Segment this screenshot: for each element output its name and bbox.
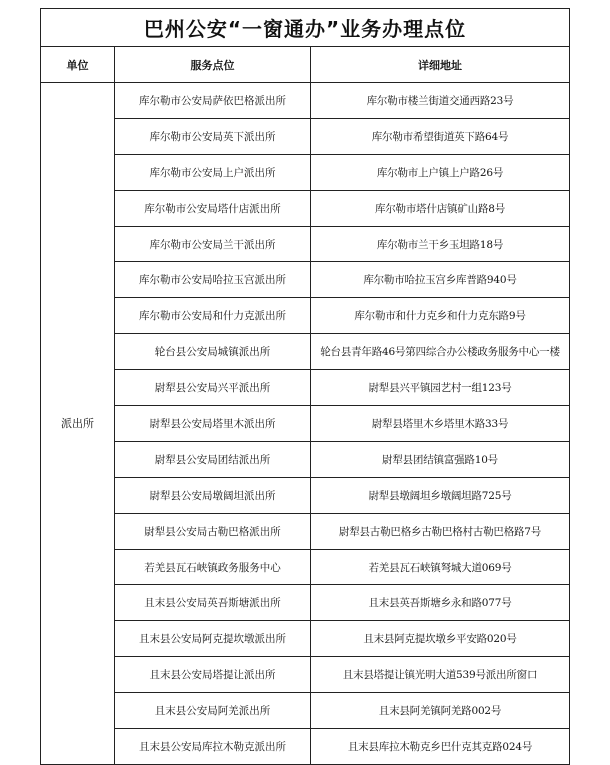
- table-row: [41, 154, 570, 190]
- address-cell: 若羌县瓦石峡镇弩城大道069号: [311, 549, 570, 585]
- address-cell: 轮台县青年路46号第四综合办公楼政务服务中心一楼: [311, 334, 570, 370]
- service-point-cell: 且末县公安局阿克提坎墩派出所: [115, 621, 311, 657]
- table-row: [41, 118, 570, 154]
- address-cell: 尉犁县古勒巴格乡古勒巴格村古勒巴格路7号: [311, 513, 570, 549]
- service-point-cell: 且末县公安局塔提让派出所: [115, 657, 311, 693]
- header-address: 详细地址: [311, 47, 570, 83]
- table-row: [41, 549, 570, 585]
- table-row: [41, 513, 570, 549]
- address-cell: 库尔勒市兰干乡玉坦路18号: [311, 226, 570, 262]
- address-cell: 且末县塔提让镇光明大道539号派出所窗口: [311, 657, 570, 693]
- table-row: [41, 298, 570, 334]
- table-row: [41, 334, 570, 370]
- table-row: [41, 585, 570, 621]
- service-point-cell: 尉犁县公安局墩阔坦派出所: [115, 477, 311, 513]
- address-cell: 且末县英吾斯塘乡永和路077号: [311, 585, 570, 621]
- address-cell: 库尔勒市希望街道英下路64号: [311, 118, 570, 154]
- service-point-cell: 若羌县瓦石峡镇政务服务中心: [115, 549, 311, 585]
- service-point-cell: 库尔勒市公安局萨依巴格派出所: [115, 83, 311, 119]
- table-row: [41, 657, 570, 693]
- address-cell: 库尔勒市上户镇上户路26号: [311, 154, 570, 190]
- address-cell: 尉犁县塔里木乡塔里木路33号: [311, 406, 570, 442]
- service-point-cell: 且末县公安局阿羌派出所: [115, 693, 311, 729]
- header-unit: 单位: [41, 47, 115, 83]
- service-point-cell: 尉犁县公安局塔里木派出所: [115, 406, 311, 442]
- service-point-cell: 库尔勒市公安局兰干派出所: [115, 226, 311, 262]
- service-point-cell: 尉犁县公安局古勒巴格派出所: [115, 513, 311, 549]
- address-cell: 库尔勒市楼兰街道交通西路23号: [311, 83, 570, 119]
- table-row: [41, 693, 570, 729]
- table-row: [41, 226, 570, 262]
- service-point-cell: 尉犁县公安局兴平派出所: [115, 370, 311, 406]
- address-cell: 且末县阿克提坎墩乡平安路020号: [311, 621, 570, 657]
- table-row: [41, 370, 570, 406]
- address-cell: 且末县库拉木勒克乡巴什克其克路024号: [311, 729, 570, 765]
- table-row: [41, 477, 570, 513]
- address-cell: 且末县阿羌镇阿羌路002号: [311, 693, 570, 729]
- table-row: [41, 441, 570, 477]
- address-cell: 尉犁县墩阔坦乡墩阔坦路725号: [311, 477, 570, 513]
- address-cell: 尉犁县团结镇富强路10号: [311, 441, 570, 477]
- service-point-cell: 轮台县公安局城镇派出所: [115, 334, 311, 370]
- unit-cell: 派出所: [41, 83, 115, 765]
- header-service-point: 服务点位: [115, 47, 311, 83]
- table-row: [41, 190, 570, 226]
- service-points-table: [40, 8, 570, 765]
- service-point-cell: 且末县公安局库拉木勒克派出所: [115, 729, 311, 765]
- table-row: [41, 406, 570, 442]
- address-cell: 库尔勒市哈拉玉宫乡库普路940号: [311, 262, 570, 298]
- service-point-cell: 库尔勒市公安局英下派出所: [115, 118, 311, 154]
- table-row: [41, 262, 570, 298]
- table-row: [41, 83, 570, 119]
- address-cell: 库尔勒市塔什店镇矿山路8号: [311, 190, 570, 226]
- table-row: [41, 729, 570, 765]
- table-row: [41, 621, 570, 657]
- service-point-cell: 库尔勒市公安局和什力克派出所: [115, 298, 311, 334]
- table-title: 巴州公安“一窗通办”业务办理点位: [41, 9, 570, 47]
- service-point-cell: 库尔勒市公安局上户派出所: [115, 154, 311, 190]
- service-point-cell: 尉犁县公安局团结派出所: [115, 441, 311, 477]
- address-cell: 库尔勒市和什力克乡和什力克东路9号: [311, 298, 570, 334]
- service-point-cell: 库尔勒市公安局哈拉玉宫派出所: [115, 262, 311, 298]
- service-point-cell: 库尔勒市公安局塔什店派出所: [115, 190, 311, 226]
- address-cell: 尉犁县兴平镇园艺村一组123号: [311, 370, 570, 406]
- service-point-cell: 且末县公安局英吾斯塘派出所: [115, 585, 311, 621]
